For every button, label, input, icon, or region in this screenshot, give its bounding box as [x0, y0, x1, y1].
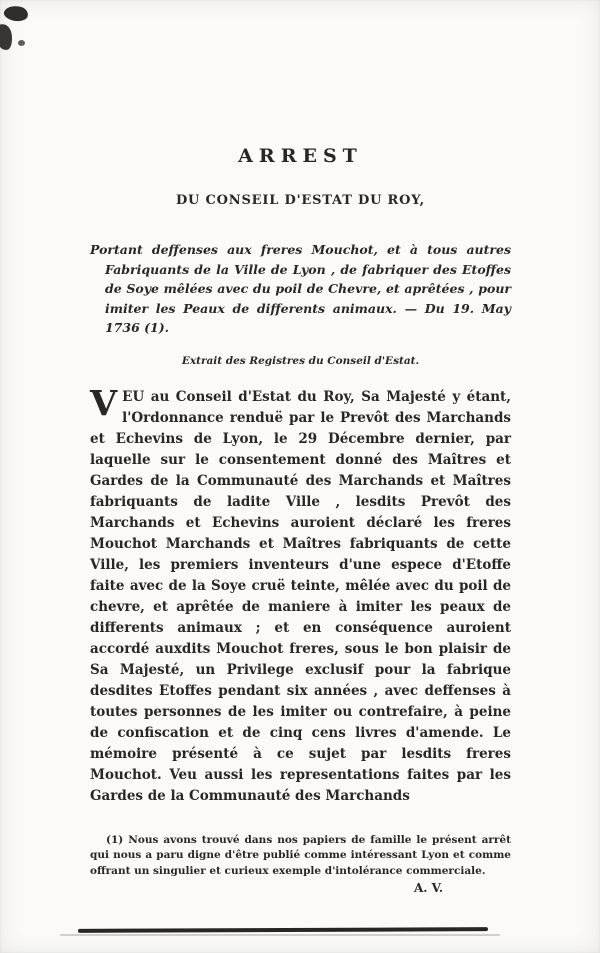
- body-text: EU au Conseil d'Estat du Roy, Sa Majesté y étant, l'Ordonnance renduë par le Prevôt des Marchands et Echevins de Lyon, le 29 Décembre dernier, par laquelle sur le consentement donné des Maîtres et Gardes de la Communauté des Marchands et Maîtres fabriquants de ladite Ville , lesdits Prevôt des Marchands et Echevins auroient déclaré les freres Mouchot Marchands et Maîtres fabriquants de cette Ville, les premiers inventeurs d'une espece d'Etoffe faite avec de la Soye cruë teinte, mêlée avec du poil de chevre, et aprêtée de maniere à imiter les peaux de differents animaux ; et en conséquence auroient accordé auxdits Mouchot freres, sous le bon plaisir de Sa Majesté, un Privilege exclusif pour la fabrique desdites Etoffes pendant six années , avec deffenses à toutes personnes de les imiter ou contrefaire, à peine de confiscation et de cinq cens livres d'amende. Le mémoire présenté à ce sujet par lesdits freres Mouchot. Veu aussi les representations faites par les Gardes de la Communauté des Marchands: [90, 388, 511, 804]
- signature-initials: A. V.: [413, 881, 443, 895]
- scan-smudge-artifact: [60, 934, 500, 936]
- decree-summary: Portant deffenses aux freres Mouchot, et à tous autres Fabriquants de la Ville de Lyon , de fabriquer des Etoffes de Soye mêlées avec du poil de Chevre, et aprêtées , pour imiter les Peaux de differents animaux. — Du 19. May 1736 (1).: [90, 242, 511, 335]
- scan-line-artifact: [78, 927, 488, 933]
- ink-speck-artifact: [18, 40, 25, 46]
- document-title: ARREST: [238, 145, 363, 167]
- document-content: [90, 146, 511, 895]
- ink-blot-artifact: [0, 23, 14, 51]
- footnote: (1) Nous avons trouvé dans nos papiers de famille le présent arrêt qui nous a paru digne d'être publié comme intéressant Lyon et comme offrant un singulier et curieux exemple d'intolérance commerciale.: [90, 833, 511, 877]
- ink-blot-artifact: [3, 4, 30, 24]
- body-paragraph: [90, 382, 511, 807]
- registry-extract-line: Extrait des Registres du Conseil d'Estat.: [181, 354, 420, 367]
- document-subtitle: DU CONSEIL D'ESTAT DU ROY,: [175, 193, 426, 208]
- drop-cap: V: [90, 382, 118, 424]
